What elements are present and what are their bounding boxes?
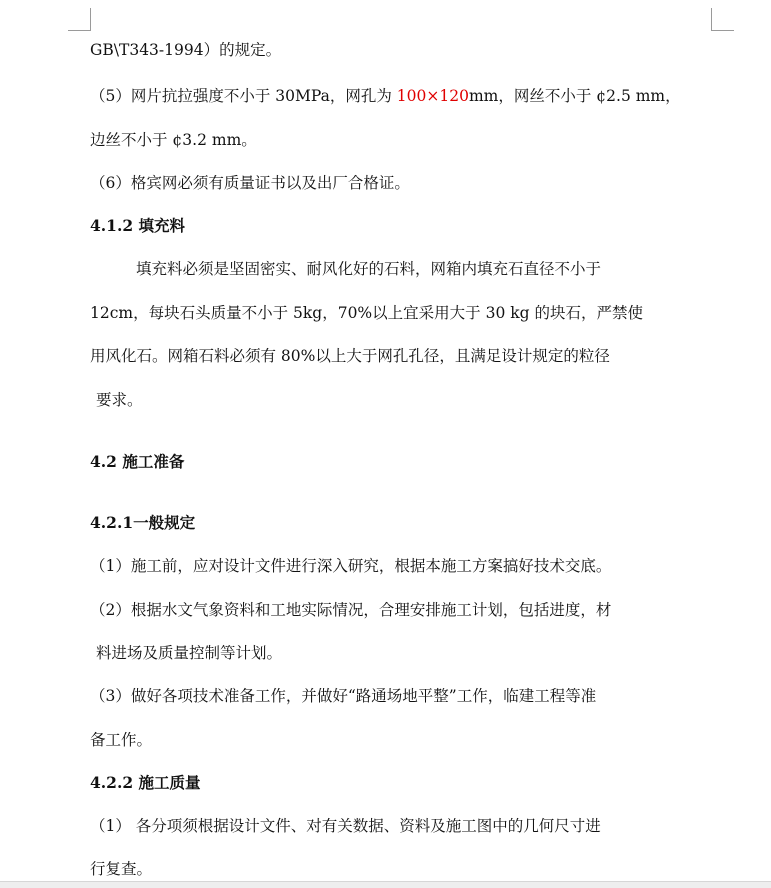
list-item-continuation: 备工作。 — [90, 731, 153, 749]
list-item: （1）施工前，应对设计文件进行深入研究，根据本施工方案搞好技术交底。 — [90, 557, 612, 575]
section-heading-4-1-2: 4.1.2 填充料 — [90, 216, 186, 235]
paragraph-line: 要求。 — [96, 391, 143, 409]
highlighted-mesh-size: 100×120 — [396, 87, 469, 105]
section-heading-4-2-1: 4.2.1一般规定 — [90, 513, 196, 532]
list-item: （1） 各分项须根据设计文件、对有关数据、资料及施工图中的几何尺寸进 — [90, 817, 601, 835]
text-line: （6）格宾网必须有质量证书以及出厂合格证。 — [90, 174, 410, 192]
text-line: 边丝不小于 ¢3.2 mm。 — [90, 131, 257, 149]
text-segment: （5）网片抗拉强度不小于 30MPa，网孔为 — [90, 87, 397, 105]
text-line — [90, 86, 714, 106]
margin-corner-top-right — [711, 8, 734, 31]
margin-corner-top-left — [68, 8, 91, 31]
section-heading-4-2-2: 4.2.2 施工质量 — [90, 773, 201, 792]
section-heading-4-2: 4.2 施工准备 — [90, 452, 185, 471]
text-segment: mm，网丝不小于 ¢2.5 mm， — [468, 87, 681, 105]
list-item: （2）根据水文气象资料和工地实际情况，合理安排施工计划，包括进度，材 — [90, 601, 612, 619]
paragraph-line: 12cm，每块石头质量不小于 5kg，70%以上宜采用大于 30 kg 的块石，严禁使 — [90, 304, 643, 322]
list-item-continuation: 行复查。 — [90, 860, 153, 878]
text-line: GB\T343-1994）的规定。 — [90, 41, 282, 59]
paragraph-line: 用风化石。网箱石料必须有 80%以上大于网孔孔径，且满足设计规定的粒径 — [90, 347, 610, 365]
list-item: （3）做好各项技术准备工作，并做好“路通场地平整”工作，临建工程等准 — [90, 687, 597, 705]
list-item-continuation: 料进场及质量控制等计划。 — [96, 644, 283, 662]
paragraph-line: 填充料必须是坚固密实、耐风化好的石料，网箱内填充石直径不小于 — [136, 260, 602, 278]
